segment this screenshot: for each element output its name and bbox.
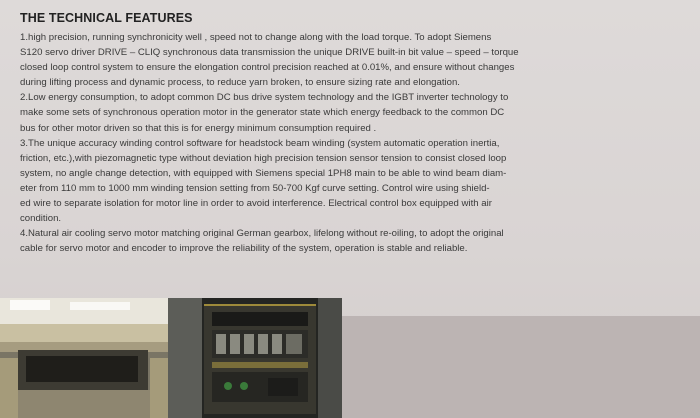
machine-photo	[0, 298, 168, 418]
text-line: 4.Natural air cooling servo motor matching original German gearbox, lifelong without re-oiling, to adopt the original	[20, 228, 504, 240]
text-line: during lifting process and dynamic process, to reduce yarn broken, to ensure sizing rate and elongation.	[20, 77, 460, 89]
cabinet-illustration	[168, 298, 342, 418]
control-cabinet-photo	[168, 298, 342, 418]
text-line: ed wire to separate isolation for motor line in order to avoid interference. Electrical control box equipped with air	[20, 198, 492, 210]
text-line: bus for other motor driven so that this is for energy minimum consumption required .	[20, 122, 377, 134]
text-line: condition.	[20, 213, 62, 225]
section-heading: THE TECHNICAL FEATURES	[20, 11, 193, 25]
lower-band	[342, 316, 700, 418]
photo-strip	[0, 298, 342, 418]
text-line: system, no angle change detection, with equipped with Siemens special 1PH8 main to be able to wind beam diam-	[20, 167, 507, 179]
text-line: make some sets of synchronous operation motor in the generator state which energy feedback to the common DC	[20, 107, 505, 119]
text-line: 3.The unique accuracy winding control software for headstock beam winding (system automatic operation inertia,	[20, 137, 500, 149]
text-line: friction, etc.),with piezomagnetic type without deviation high precision tension sensor tension to consist closed loop	[20, 152, 507, 164]
text-line: eter from 110 mm to 1000 mm winding tension setting from 50-700 Kgf curve setting. Control wire using shield-	[20, 182, 490, 194]
text-line: 1.high precision, running synchronicity well , speed not to change along with the load torque. To adopt Siemens	[20, 32, 492, 43]
text-line: S120 servo driver DRIVE – CLIQ synchronous data transmission the unique DRIVE built-in bit value – speed – torque	[20, 47, 519, 59]
text-line: closed loop control system to ensure the elongation control precision reached at 0.01%, and ensure without changes	[20, 62, 515, 74]
machine-illustration	[0, 298, 168, 418]
text-line: 2.Low energy consumption, to adopt common DC bus drive system technology and the IGBT inverter technology to	[20, 92, 509, 104]
text-line: cable for servo motor and encoder to improve the reliability of the system, operation is stable and reliable.	[20, 243, 468, 255]
features-text	[20, 30, 690, 256]
